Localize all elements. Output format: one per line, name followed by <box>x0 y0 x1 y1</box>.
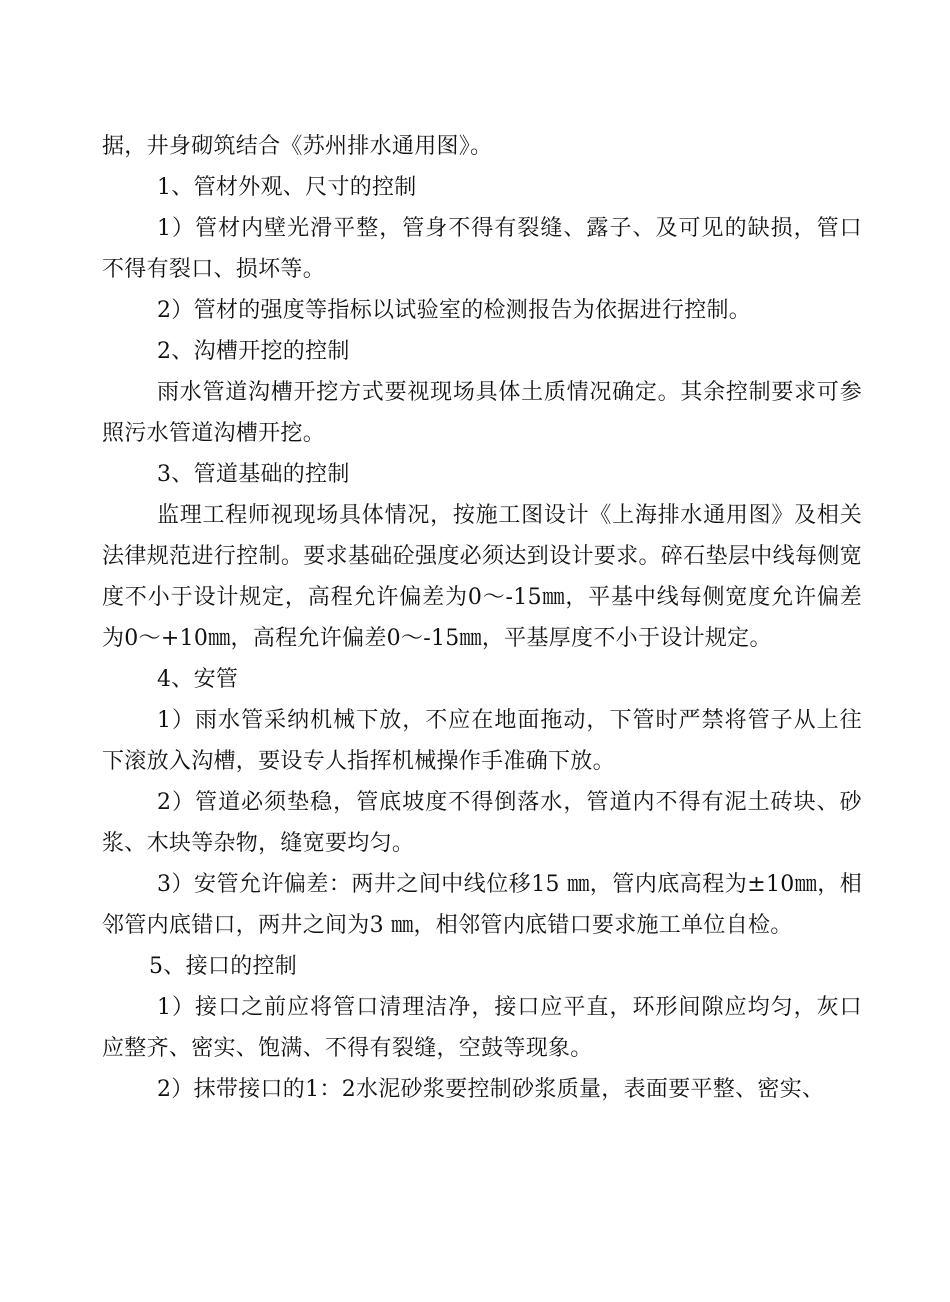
paragraph-continuation: 据，井身砌筑结合《苏州排水通用图》。 <box>102 134 493 159</box>
paragraph-band-joint: 2）抹带接口的1：2水泥砂浆要控制砂浆质量，表面要平整、密实、 <box>157 1077 825 1102</box>
paragraph-laying-tolerance: 3）安管允许偏差：两井之间中线位移15 ㎜，管内底高程为±10㎜，相邻管内底错口，两井之间为3 ㎜，相邻管内底错口要求施工单位自检。 <box>102 872 862 938</box>
section-heading-trench-excavation: 2、沟槽开挖的控制 <box>157 339 350 364</box>
paragraph-pipe-strength: 2）管材的强度等指标以试验室的检测报告为依据进行控制。 <box>157 298 752 323</box>
document-body <box>102 126 862 1110</box>
paragraph-pipe-bedding: 2）管道必须垫稳，管底坡度不得倒落水，管道内不得有泥土砖块、砂浆、木块等杂物，缝宽要均匀。 <box>102 790 862 856</box>
paragraph-joint-cleaning: 1）接口之前应将管口清理洁净，接口应平直，环形间隙应均匀，灰口应整齐、密实、饱满、不得有裂缝，空鼓等现象。 <box>102 995 862 1061</box>
paragraph-foundation-requirements: 监理工程师视现场具体情况，按施工图设计《上海排水通用图》及相关法律规范进行控制。要求基础砼强度必须达到设计要求。碎石垫层中线每侧宽度不小于设计规定，高程允许偏差为0～-15㎜，平基中线每侧宽度允许偏差为0～+10㎜，高程允许偏差0～-15㎜，平基厚度不小于设计规定。 <box>102 503 862 651</box>
paragraph-trench-method: 雨水管道沟槽开挖方式要视现场具体土质情况确定。其余控制要求可参照污水管道沟槽开挖。 <box>102 380 862 446</box>
section-heading-joint-control: 5、接口的控制 <box>149 954 298 979</box>
section-heading-pipe-laying: 4、安管 <box>157 667 239 692</box>
paragraph-pipe-surface: 1）管材内壁光滑平整，管身不得有裂缝、露子、及可见的缺损，管口不得有裂口、损坏等。 <box>102 216 862 282</box>
section-heading-pipe-foundation: 3、管道基础的控制 <box>157 462 350 487</box>
section-heading-pipe-inspection: 1、管材外观、尺寸的控制 <box>157 175 417 200</box>
paragraph-pipe-lowering: 1）雨水管采纳机械下放，不应在地面拖动，下管时严禁将管子从上往下滚放入沟槽，要设专人指挥机械操作手准确下放。 <box>102 708 862 774</box>
